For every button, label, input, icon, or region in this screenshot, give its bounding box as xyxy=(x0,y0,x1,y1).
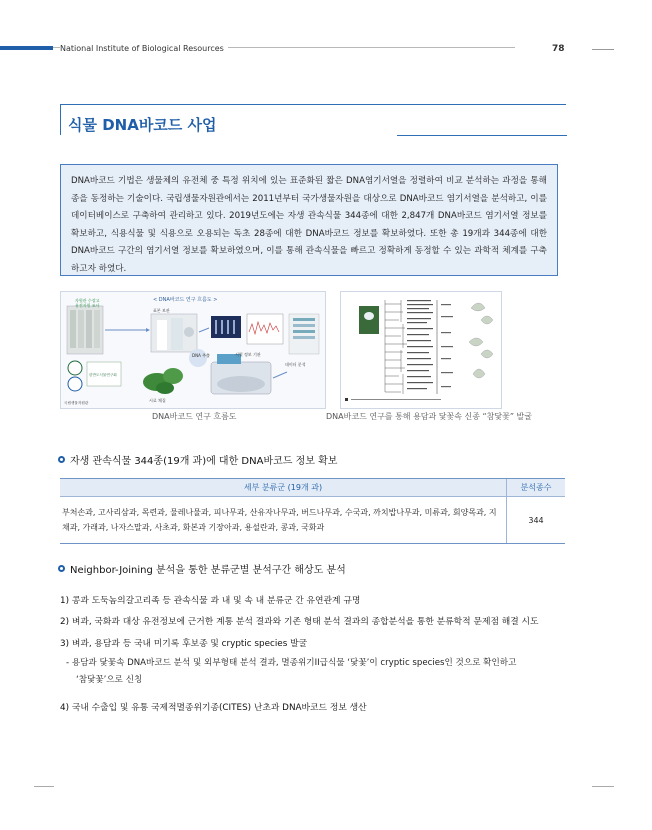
flow-label-l4: 표본 보관 xyxy=(153,308,170,313)
section-bullet-icon xyxy=(58,565,65,572)
flow-title: < DNA바코드 연구 흐름도 > xyxy=(153,297,218,303)
flow-label-l1: 국립생물자원관 xyxy=(64,401,89,405)
table-header-count: 분석종수 xyxy=(507,479,566,497)
header-dash xyxy=(592,49,614,50)
sub-list-item xyxy=(66,655,566,689)
flow-label-l5: DNA 추출 xyxy=(192,353,210,358)
research-flow-figure xyxy=(60,291,326,409)
footer-dash-right xyxy=(592,786,614,787)
flow-label-l2: 자원관 수장고 xyxy=(75,298,100,303)
family-table xyxy=(60,478,565,544)
flow-label-l3: 유전자원 조사 xyxy=(75,303,100,308)
header-org: National Institute of Biological Resources xyxy=(60,44,228,53)
left-figure-caption: DNA바코드 연구 흐름도 xyxy=(152,412,237,421)
table-row xyxy=(60,497,565,544)
table-cell-families: 부처손과, 고사리삼과, 목련과, 물레나물과, 피나무과, 산유자나무과, 버드나무과, 수국과, 까치밥나무과, 미류과, 회양목과, 지채과, 가래과, 나자스말과, 사초과, 화본과 기장아과, 용설란과, 콩과, 국화과 xyxy=(60,497,507,544)
list-item: 2) 벼과, 국화과 대상 유전정보에 근거한 계통 분석 결과와 기존 형태 분석 결과의 종합분석을 통한 분류학적 문제점 해결 시도 xyxy=(60,617,539,627)
table-cell-count: 344 xyxy=(507,497,566,544)
flow-diagram xyxy=(61,292,325,408)
table-header-families: 세부 분류군 (19개 과) xyxy=(60,479,507,497)
section1-heading xyxy=(58,452,337,467)
list-item: 1) 콩과 도둑놈의갈고리족 등 관속식물 과 내 및 속 내 분류군 간 유연관계 규명 xyxy=(60,596,361,606)
list-item: 3) 벼과, 용담과 등 국내 미기록 후보종 및 cryptic species 발굴 xyxy=(60,639,308,649)
page-number: 78 xyxy=(552,44,565,54)
right-figure-caption: DNA바코드 연구를 통해 용담과 닻꽃속 신종 “참닻꽃” 발굴 xyxy=(326,412,532,421)
tree-diagram xyxy=(341,292,501,408)
header-accent-bar xyxy=(0,46,53,50)
flow-label-l7: 한반도식물연구회 xyxy=(89,373,117,377)
sub-list-item-line1: - 용담과 닻꽃속 DNA바코드 분석 및 외부형태 분석 결과, 멸종위기II급식물 ‘닻꽃’이 cryptic species인 것으로 확인하고 xyxy=(66,658,517,668)
flow-label-l8: 서열 정보 기관 xyxy=(235,352,261,357)
intro-text: DNA바코드 기법은 생물체의 유전체 중 특정 위치에 있는 표준화된 짧은 DNA염기서열을 정렬하여 비교 분석하는 과정을 통해 종을 동정하는 기술이다. 국립생물자원관에서는 2011년부터 국가생물자원을 대상으로 DNA바코드 염기서열을 분석하고, 이를 데이터베이스로 구축하여 관리하고 있다. 2019년도에는 자생 관속식물 344종에 대한 2,847개 DNA바코드 염기서열 정보를 확보하고, 식용식물 및 식용으로 오용되는 독초 28종에 대한 DNA바코드 정보를 확보하였다. 또한 총 19개과 344종에 대한 DNA바코드 구간의 염기서열 정보를 확보하였으며, 이를 통해 관속식물을 빠르고 정확하게 동정할 수 있는 과학적 체계를 구축하고자 하였다. xyxy=(71,176,547,274)
list-item: 4) 국내 수출입 및 유통 국제적멸종위기종(CITES) 난초과 DNA바코드 정보 생산 xyxy=(60,703,367,713)
footer-dash-left xyxy=(34,786,54,787)
section2-heading-text: Neighbor-Joining 분석을 통한 분류군별 분석구간 해상도 분석 xyxy=(70,565,346,576)
intro-box xyxy=(60,164,558,276)
page-title: 식물 DNA바코드 사업 xyxy=(68,116,217,134)
sub-list-item-line2: ‘참닻꽃’으로 신칭 xyxy=(76,675,143,685)
flow-label-l9: 데이터 분석 xyxy=(285,362,306,367)
flow-label-l6: 시료 채집 xyxy=(149,398,166,403)
section-bullet-icon xyxy=(58,456,65,463)
section2-heading xyxy=(58,561,346,576)
phylogenetic-tree-figure xyxy=(340,291,502,409)
section1-heading-text: 자생 관속식물 344종(19개 과)에 대한 DNA바코드 정보 확보 xyxy=(70,456,338,467)
